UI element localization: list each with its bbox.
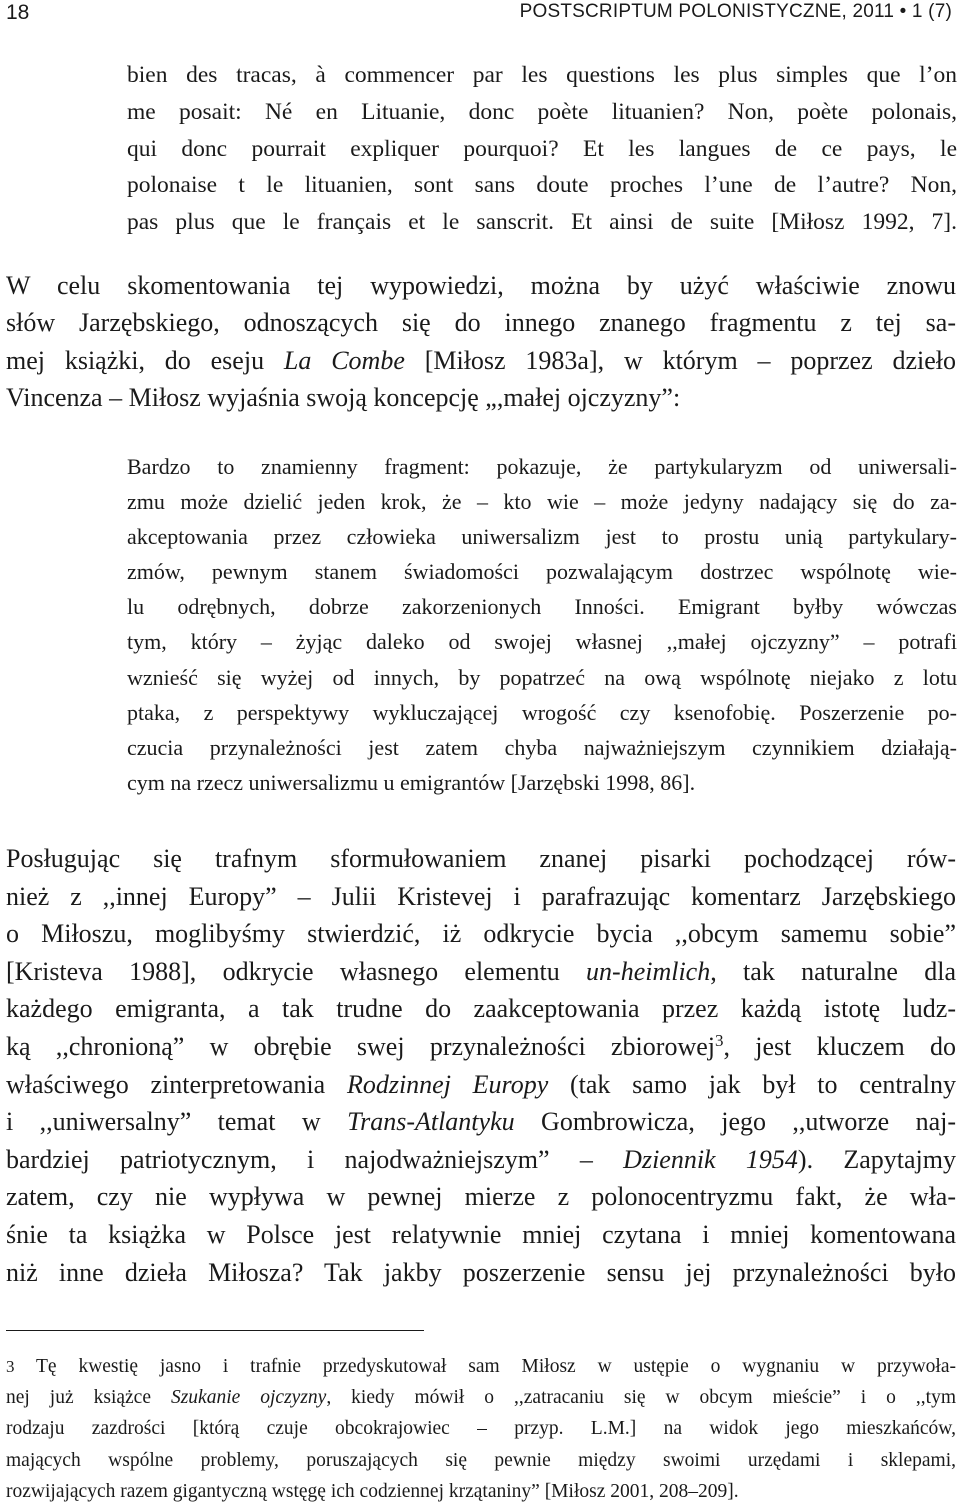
footnote-line [6,1382,956,1413]
italic-title: La Combe [283,345,405,375]
paragraph-line [6,1141,956,1179]
text-run: mej książki, do eseju [6,345,284,375]
paragraph-line: nież z ,,innej Europy” – Julii Kristevej i parafrazując komentarz Jarzębskiego [6,881,956,911]
paragraph-line: niż inne dzieła Miłosza? Tak jakby poszerzenie sensu jej przynależności było [6,1257,956,1287]
footnote-line: rodzaju zazdrości [którą czuje obcokrajowiec – przyp. L.M.] na widok jego mieszkańców, [6,1418,956,1440]
text-run: , tak naturalne dla [710,956,956,986]
page-number: 18 [6,1,30,24]
body-paragraph-1 [6,267,956,417]
paragraph-line: każdego emigranta, a tak trudne do zaakceptowania przez każdą istotę ludz- [6,994,956,1024]
quote-line: polonaise t le lituanien, sont sans doute proches l’une de l’autre? Non, [127,172,957,199]
paragraph-line [6,953,956,991]
text-run: nej już książce [6,1387,171,1409]
text-run: i ,,uniwersalny” temat w [6,1107,348,1137]
italic-title: Szukanie ojczyzny [170,1387,327,1409]
italic-term: un-heimlich [586,956,711,986]
footnote-marker: 3 [6,1357,15,1376]
footnote-line: rozwijających razem gigantyczną wstęgę ich codziennej krzątaniny” [Miłosz 2001, 208–209]. [6,1480,739,1502]
paragraph-line: Vincenza – Miłosz wyjaśnia swoją koncepcję „,małej ojczyzny”: [6,383,681,413]
quote-line: cym na rzecz uniwersalizmu u emigrantów [Jarzębski 1998, 86]. [127,769,696,795]
text-run: Gombrowicza, jego ,,utworze naj- [514,1107,957,1137]
paragraph-line: o Miłoszu, moglibyśmy stwierdzić, iż odkrycie bycia ,,obcym samemu sobie” [6,919,956,949]
paragraph-line [6,1066,956,1104]
text-run: ką ,,chronioną” w obrębie swej przynależności zbiorowej [6,1031,715,1061]
quote-line: bien des tracas, à commencer par les questions les plus simples que l’on [127,62,957,88]
paragraph-line [6,342,956,379]
quote-line: ptaka, z perspektywy wykluczającej wrogość czy ksenofobię. Poszerzenie po- [127,699,957,725]
footnote-line: mających wspólne problemy, poruszających się pewnie między swoimi urzędami i sklepami, [6,1449,956,1471]
italic-title: Trans-Atlantyku [347,1107,515,1137]
footnote-3 [6,1351,956,1507]
block-quote-polish [127,449,957,800]
paragraph-line [6,1103,956,1141]
quote-line: akceptowania przez człowieka uniwersalizm jest to prostu unią partykulary- [127,524,957,550]
footnote-reference[interactable]: 3 [714,1030,724,1050]
text-run: (tak samo jak był to centralny [548,1069,956,1099]
running-title: POSTSCRIPTUM POLONISTYCZNE, 2011 • 1 (7) [519,1,952,22]
quote-line: Bardzo to znamienny fragment: pokazuje, że partykularyzm od uniwersali- [127,454,957,479]
quote-line: czucia przynależności jest zatem chyba najważniejszym czynnikiem działają- [127,734,957,760]
quote-line: wznieść się wyżej od innych, by popatrzeć na ową wspólnotę niejako z lotu [127,664,957,690]
body-paragraph-2 [6,840,956,1291]
italic-title: Rodzinnej Europy [346,1069,549,1099]
quote-line: qui donc pourrait expliquer pourquoi? Et les langues de ce pays, le [127,135,957,162]
text-run: ). Zapytajmy [797,1144,957,1174]
paragraph-line [6,1028,956,1066]
text-run: , kiedy mówił o ,,zatracaniu się w obcym mieście” i o ,,tym [326,1387,956,1409]
italic-title: Dziennik 1954 [623,1144,798,1174]
paragraph-line: słów Jarzębskiego, odnoszących się do innego znanego fragmentu z tej sa- [6,308,956,338]
text-run: [Kristeva 1988], odkrycie własnego elementu [6,956,587,986]
text-run: , jest kluczem do [723,1031,956,1061]
text-run: Tę kwestię jasno i trafnie przedyskutował sam Miłosz w ustępie o wygnaniu w przywoła- [14,1356,956,1377]
footnote-separator [6,1330,424,1331]
quote-line: zmów, pewnym stanem świadomości pozwalającym dostrzec wspólnotę wie- [127,559,957,585]
quote-line: me posait: Né en Lituanie, donc poète lituanien? Non, poète polonais, [127,98,957,125]
quote-line: zmu może dzielić jeden krok, że – kto wie – może jedyny nadający się do za- [127,489,957,515]
quote-line: pas plus que le français et le sanscrit. Et ainsi de suite [Miłosz 1992, 7]. [127,209,957,236]
page-header [0,0,960,30]
paragraph-line: zatem, czy nie wypływa w pewnej mierze z polonocentryzmu fakt, że wła- [6,1182,956,1212]
text-run: [Miłosz 1983a], w którym – poprzez dzieło [404,345,956,375]
paragraph-line: W celu skomentowania tej wypowiedzi, można by użyć właściwie znowu [6,271,956,300]
text-run: bardziej patriotycznym, i najodważniejszym” – [6,1144,624,1174]
block-quote-french [127,57,957,241]
quote-line: lu odrębnych, dobrze zakorzenionych Inności. Emigrant byłby wówczas [127,594,957,620]
paragraph-line: Posługując się trafnym sformułowaniem znanej pisarki pochodzącej rów- [6,844,956,873]
footnote-line [6,1351,956,1382]
quote-line: tym, który – żyjąc daleko od swojej własnej ,,małej ojczyzny” – potrafi [127,629,957,655]
text-run: właściwego zinterpretowania [6,1069,347,1099]
paragraph-line: śnie ta książka w Polsce jest relatywnie mniej czytana i mniej komentowana [6,1219,956,1249]
